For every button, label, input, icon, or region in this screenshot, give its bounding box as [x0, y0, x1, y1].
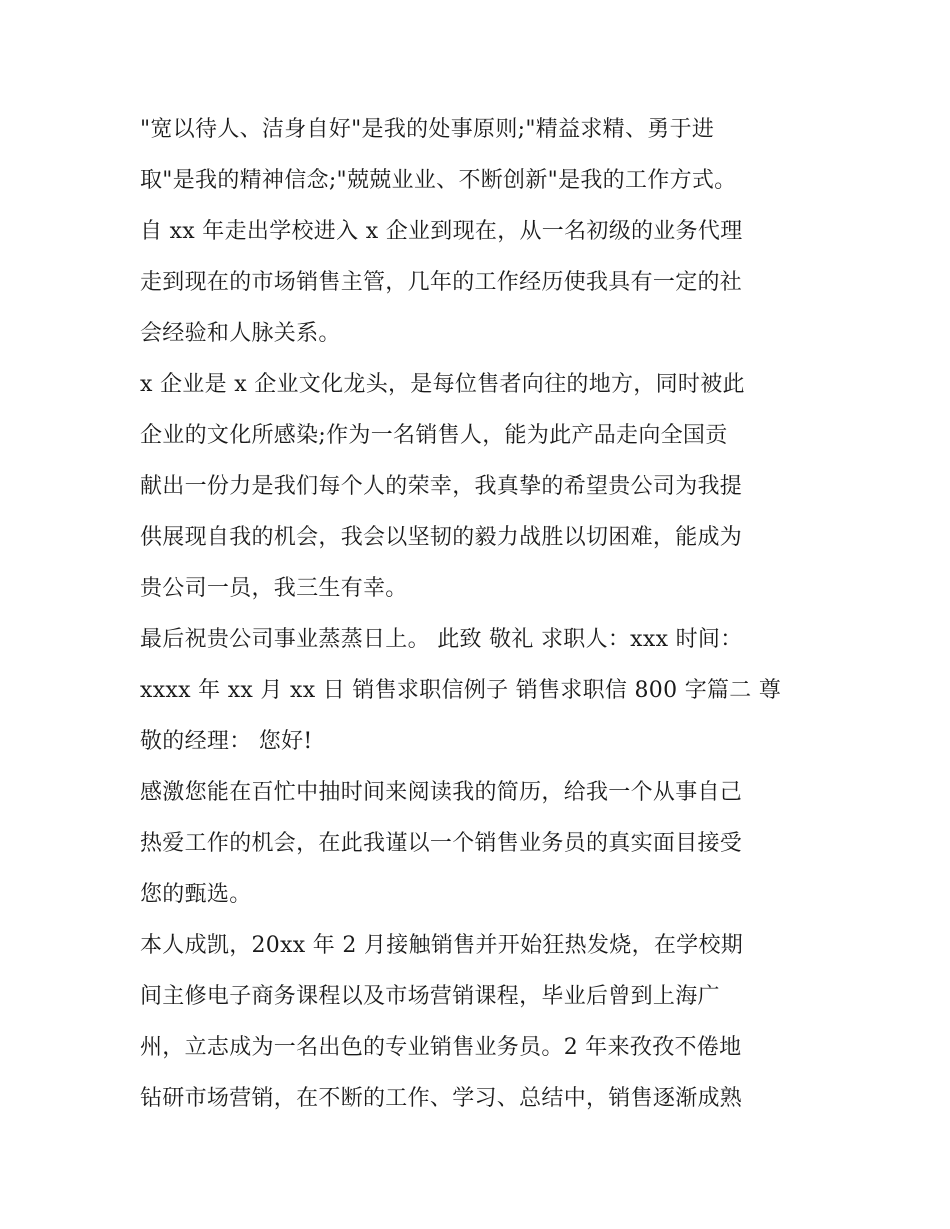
- text-line: 最后祝贵公司事业蒸蒸日上。 此致 敬礼 求职人：xxx 时间：: [140, 627, 743, 652]
- text-line: 敬的经理： 您好!: [140, 729, 313, 754]
- text-line: 取"是我的精神信念;"兢兢业业、不断创新"是我的工作方式。: [140, 168, 737, 193]
- text-line: 感激您能在百忙中抽时间来阅读我的简历，给我一个从事自己: [140, 780, 743, 805]
- document-body: [140, 112, 820, 1132]
- text-line: xxxx 年 xx 月 xx 日 销售求职信例子 销售求职信 800 字篇二 尊: [140, 678, 782, 703]
- text-line: 钻研市场营销，在不断的工作、学习、总结中，销售逐渐成熟: [140, 1086, 743, 1111]
- text-line: 自 xx 年走出学校进入 x 企业到现在，从一名初级的业务代理: [140, 219, 743, 244]
- text-line: 会经验和人脉关系。: [140, 321, 341, 346]
- text-line: 间主修电子商务课程以及市场营销课程，毕业后曾到上海广: [140, 984, 720, 1009]
- text-line: 热爱工作的机会，在此我谨以一个销售业务员的真实面目接受: [140, 831, 743, 856]
- text-line: 献出一份力是我们每个人的荣幸，我真挚的希望贵公司为我提: [140, 474, 743, 499]
- text-line: 本人成凯，20xx 年 2 月接触销售并开始狂热发烧，在学校期: [140, 933, 744, 958]
- text-line: 企业的文化所感染;作为一名销售人，能为此产品走向全国贡: [140, 423, 728, 448]
- text-line: 走到现在的市场销售主管，几年的工作经历使我具有一定的社: [140, 270, 743, 295]
- text-line: 供展现自我的机会，我会以坚韧的毅力战胜以切困难，能成为: [140, 525, 743, 550]
- text-line: x 企业是 x 企业文化龙头，是每位售者向往的地方，同时被此: [140, 372, 745, 397]
- text-line: "宽以待人、洁身自好"是我的处事原则;"精益求精、勇于进: [140, 117, 715, 142]
- text-line: 您的甄选。: [140, 882, 252, 907]
- text-line: 州，立志成为一名出色的专业销售业务员。2 年来孜孜不倦地: [140, 1035, 742, 1060]
- text-line: 贵公司一员，我三生有幸。: [140, 576, 408, 601]
